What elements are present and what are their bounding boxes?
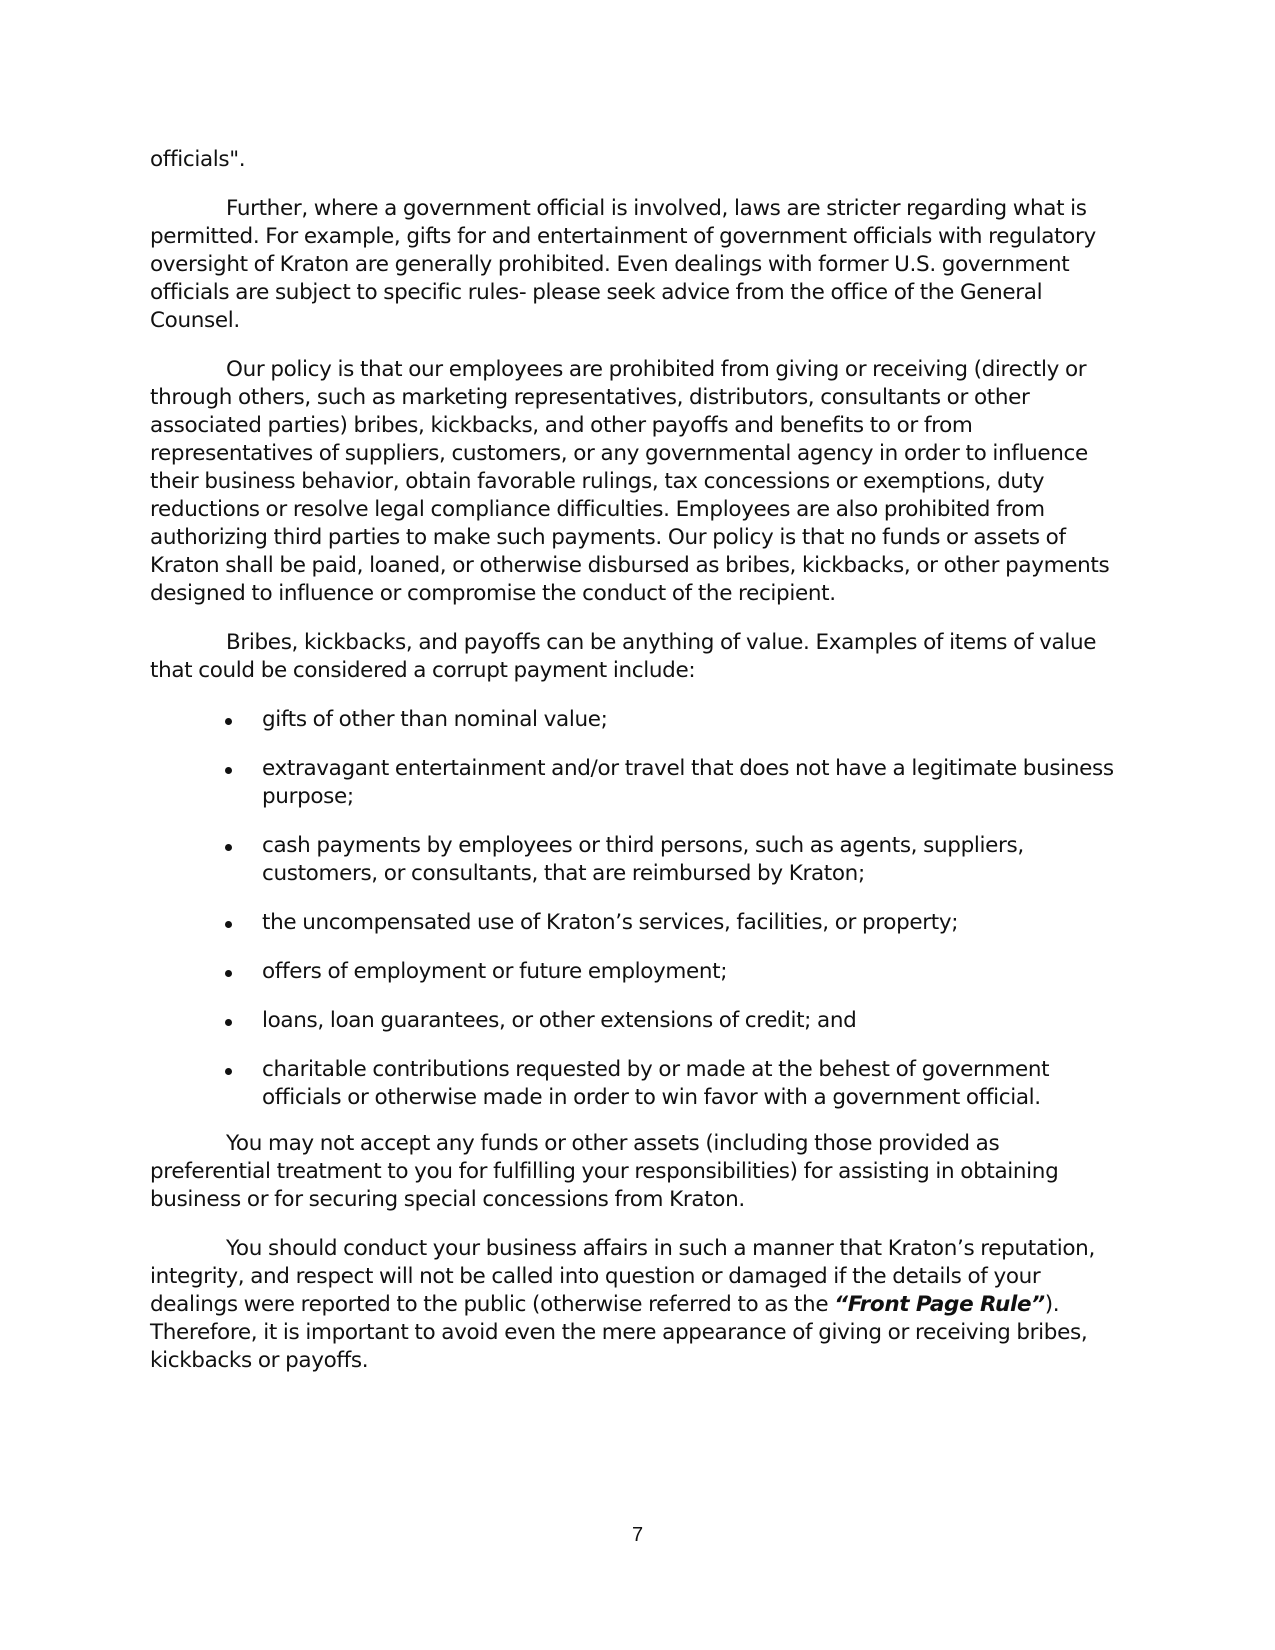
page-number: 7 — [631, 1524, 644, 1546]
list-item-text: charitable contributions requested by or made at the behest of government officials or otherwise made in order to win favor with a government official. — [262, 1057, 1050, 1110]
list-item-text: cash payments by employees or third persons, such as agents, suppliers, customers, or consultants, that are reimbursed by Kraton; — [262, 833, 1024, 886]
list-item — [150, 909, 1125, 937]
list-item — [150, 1007, 1125, 1035]
list-item-text: extravagant entertainment and/or travel that does not have a legitimate business purpose; — [262, 756, 1114, 809]
bullet-icon — [225, 767, 232, 774]
list-item — [150, 1056, 1125, 1112]
bullet-icon — [225, 921, 232, 928]
list-item-text: gifts of other than nominal value; — [262, 707, 608, 732]
opening-line: officials". — [150, 147, 246, 172]
corrupt-payment-examples-list — [150, 706, 1125, 1112]
front-page-text-before: You should conduct your business affairs in such a manner that Kraton’s reputation, integrity, and respect will not be called into question or damaged if the details of your dealings were reported to the public (otherwise referred to as the — [150, 1236, 1095, 1317]
list-item-text: the uncompensated use of Kraton’s services, facilities, or property; — [262, 910, 959, 935]
bullet-icon — [225, 970, 232, 977]
paragraph-examples-intro: Bribes, kickbacks, and payoffs can be anything of value. Examples of items of value that could be considered a corrupt payment include: — [150, 630, 1097, 683]
bullet-icon — [225, 1068, 232, 1075]
paragraph-policy: Our policy is that our employees are prohibited from giving or receiving (directly or through others, such as marketing representatives, distributors, consultants or other associated parties) bribes, kickbacks, and other payoffs and benefits to or from representatives of suppliers, customers, or any governmental agency in order to influence their business behavior, obtain favorable rulings, tax concessions or exemptions, duty reductions or resolve legal compliance difficulties. Employees are also prohibited from authorizing third parties to make such payments. Our policy is that no funds or assets of Kraton shall be paid, loaned, or otherwise disbursed as bribes, kickbacks, or other payments designed to influence or compromise the conduct of the recipient. — [150, 357, 1110, 606]
bullet-icon — [225, 1019, 232, 1026]
page-body — [150, 146, 1125, 1396]
bullet-icon — [225, 718, 232, 725]
list-item-text: loans, loan guarantees, or other extensions of credit; and — [262, 1008, 857, 1033]
bullet-icon — [225, 844, 232, 851]
front-page-text-after: ). Therefore, it is important to avoid even the mere appearance of giving or receiving bribes, kickbacks or payoffs. — [150, 1292, 1088, 1373]
list-item — [150, 755, 1125, 811]
list-item — [150, 706, 1125, 734]
front-page-rule-emphasis: “Front Page Rule” — [834, 1292, 1045, 1317]
list-item — [150, 958, 1125, 986]
list-item-text: offers of employment or future employment; — [262, 959, 728, 984]
paragraph-accept-funds: You may not accept any funds or other assets (including those provided as preferential treatment to you for fulfilling your responsibilities) for assisting in obtaining business or for securing special concessions from Kraton. — [150, 1131, 1059, 1212]
paragraph-government-officials: Further, where a government official is involved, laws are stricter regarding what is permitted. For example, gifts for and entertainment of government officials with regulatory oversight of Kraton are generally prohibited. Even dealings with former U.S. government officials are subject to specific rules- please seek advice from the office of the General Counsel. — [150, 196, 1096, 333]
list-item — [150, 832, 1125, 888]
paragraph-front-page-rule — [150, 1235, 1125, 1375]
